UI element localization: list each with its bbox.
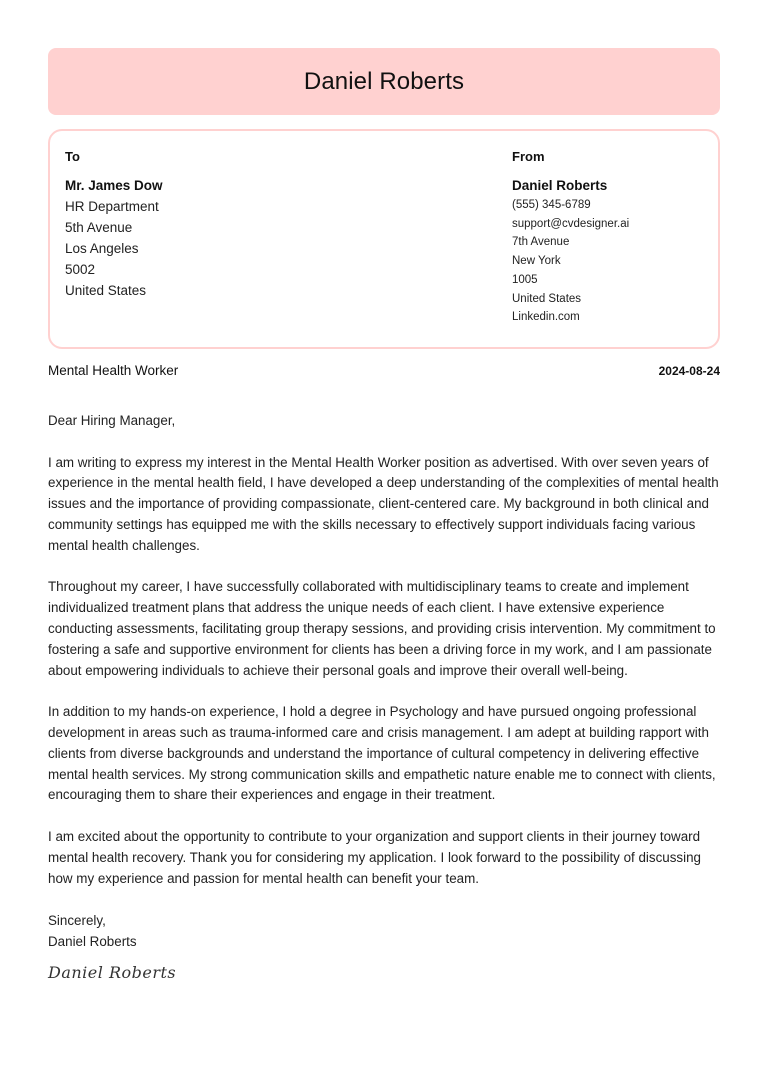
paragraph-2: Throughout my career, I have successfully collaborated with multidisciplinary teams to create and implement individualized treatment plans that address the unique needs of each client. I have extensive experience conducting assessments, facilitating group therapy sessions, and providing crisis intervention. My commitment to fostering a safe and supportive environment for clients has been a driving force in my work, and I am passionate about empowering individuals to achieve their personal goals and improve their overall well-being. bbox=[48, 579, 716, 678]
handwritten-signature: Daniel Roberts bbox=[48, 963, 177, 982]
sender-linkedin: Linkedin.com bbox=[512, 311, 580, 324]
sender-block bbox=[512, 148, 712, 327]
recipient-department: HR Department bbox=[65, 199, 159, 214]
recipient-city: Los Angeles bbox=[65, 241, 139, 256]
sender-phone: (555) 345-6789 bbox=[512, 199, 591, 211]
job-row bbox=[48, 363, 720, 378]
sender-email: support@cvdesigner.ai bbox=[512, 217, 630, 230]
sender-street: 7th Avenue bbox=[512, 236, 570, 249]
signoff-name: Daniel Roberts bbox=[48, 933, 137, 949]
applicant-name: Daniel Roberts bbox=[303, 67, 465, 95]
recipient-country: United States bbox=[65, 283, 147, 298]
name-header bbox=[48, 48, 720, 115]
closing-block bbox=[48, 911, 348, 953]
paragraph-1: I am writing to express my interest in the Mental Health Worker position as advertised. With over seven years of experience in the mental health field, I have developed a deep understanding of the complexities of mental health issues and the importance of providing compassionate, client-centered care. My background in both clinical and community settings has equipped me with the skills necessary to effectively support individuals facing various mental health challenges. bbox=[48, 454, 719, 553]
sender-city: New York bbox=[512, 255, 561, 268]
recipient-postcode: 5002 bbox=[65, 262, 96, 277]
greeting: Dear Hiring Manager, bbox=[48, 413, 176, 428]
letter-date: 2024-08-24 bbox=[658, 363, 720, 378]
sender-postcode: 1005 bbox=[512, 273, 538, 286]
closing-phrase: Sincerely, bbox=[48, 913, 106, 928]
to-label: To bbox=[65, 149, 80, 164]
sender-country: United States bbox=[512, 292, 582, 305]
letter-body bbox=[48, 411, 720, 910]
paragraph-4: I am excited about the opportunity to contribute to your organization and support clients in their journey toward mental health recovery. Thank you for considering my application. I look forward to the possibility of discussing how my experience and passion for mental health can benefit your team. bbox=[48, 828, 701, 886]
address-box bbox=[48, 129, 720, 349]
job-title: Mental Health Worker bbox=[48, 363, 179, 378]
recipient-name: Mr. James Dow bbox=[65, 178, 163, 193]
recipient-block bbox=[65, 148, 465, 301]
recipient-street: 5th Avenue bbox=[65, 220, 133, 235]
from-label: From bbox=[512, 149, 545, 164]
paragraph-3: In addition to my hands-on experience, I hold a degree in Psychology and have pursued ongoing professional development in areas such as trauma-informed care and crisis management. I am adept at building rapport with clients from diverse backgrounds and understand the importance of cultural competency in delivering effective mental health services. My strong communication skills and empathetic nature enable me to connect with clients, encouraging them to share their experiences and engage in their treatment. bbox=[48, 704, 716, 803]
sender-name: Daniel Roberts bbox=[512, 178, 608, 193]
